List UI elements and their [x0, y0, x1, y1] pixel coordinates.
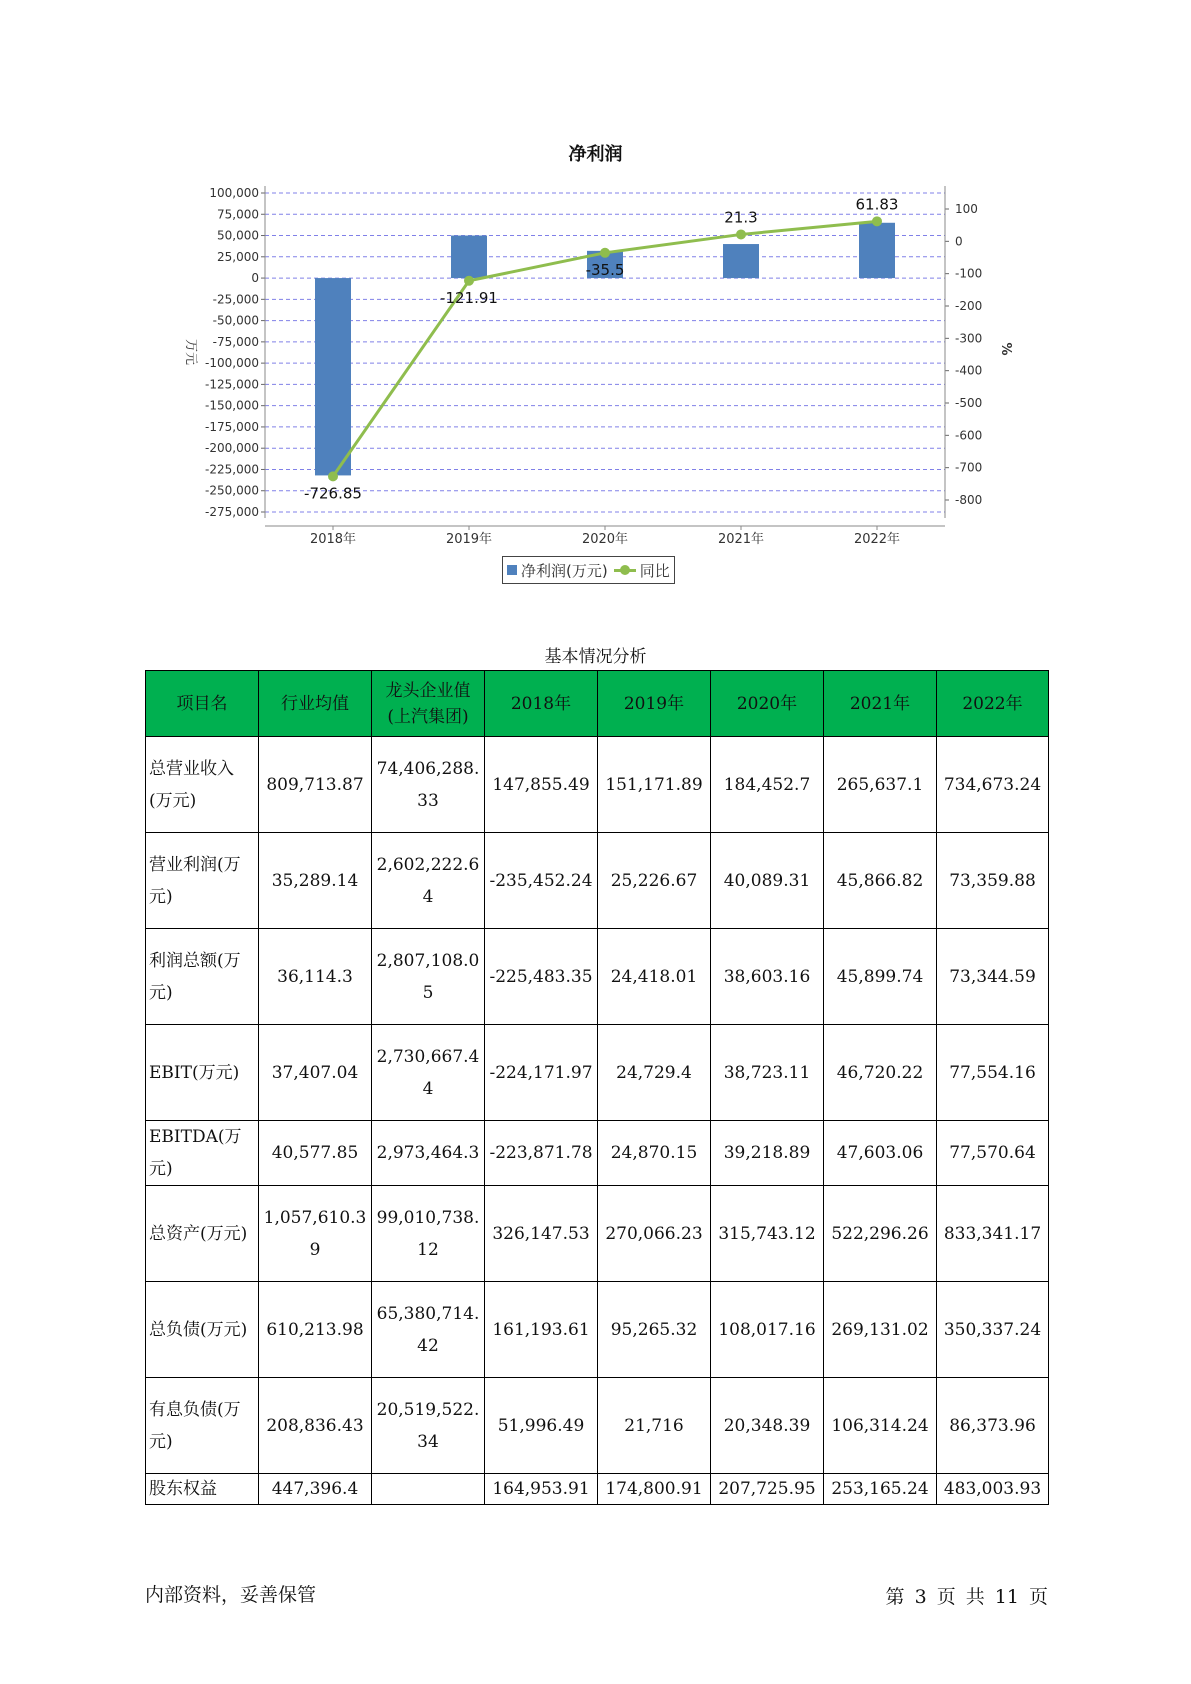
y2-tick-label: -300: [955, 331, 983, 346]
value-cell: 38,603.16: [711, 929, 824, 1025]
value-cell: 73,359.88: [937, 833, 1049, 929]
y2-tick-label: -500: [955, 396, 983, 410]
value-cell: 45,899.74: [824, 929, 937, 1025]
table-caption: 基本情况分析: [544, 647, 647, 667]
y2-tick-label: 0: [955, 234, 963, 249]
x-tick-label: 2021年: [717, 532, 765, 547]
bar-net-profit: [723, 244, 759, 278]
value-cell: 20,348.39: [711, 1378, 824, 1474]
value-cell: 65,380,714.42: [372, 1282, 485, 1378]
confidential-note: 内部资料，妥善保管: [145, 1584, 317, 1606]
y2-tick-label: -600: [955, 428, 983, 443]
y2-axis-title: %: [998, 342, 1013, 356]
y-tick-label: -150,000: [205, 398, 259, 413]
table-row: [146, 1474, 1049, 1505]
value-cell: 73,344.59: [937, 929, 1049, 1025]
y2-tick-label: -800: [955, 493, 983, 507]
value-cell: 253,165.24: [824, 1474, 937, 1505]
y-tick-label: -125,000: [205, 377, 259, 392]
value-cell: 108,017.16: [711, 1282, 824, 1378]
table-header-row: [146, 671, 1049, 737]
basic-analysis-table: [145, 670, 1049, 1505]
value-cell: 147,855.49: [485, 737, 598, 833]
value-cell: 2,807,108.05: [372, 929, 485, 1025]
data-label-yoy: -121.91: [440, 288, 498, 307]
y2-tick-label: -400: [955, 363, 983, 378]
value-cell: 208,836.43: [259, 1378, 372, 1474]
value-cell: 37,407.04: [259, 1025, 372, 1121]
y-tick-label: 100,000: [209, 186, 259, 200]
value-cell: 270,066.23: [598, 1186, 711, 1282]
table-row: [146, 929, 1049, 1025]
value-cell: 2,602,222.64: [372, 833, 485, 929]
chart-title: 净利润: [568, 144, 623, 165]
point-yoy: [464, 276, 474, 286]
y-axis-title: 万元: [183, 338, 198, 366]
value-cell: 40,577.85: [259, 1121, 372, 1186]
y-tick-label: -200,000: [205, 441, 259, 456]
value-cell: 77,570.64: [937, 1121, 1049, 1186]
legend-bar-label: 净利润(万元): [521, 561, 608, 580]
y2-tick-label: -200: [955, 299, 983, 313]
value-cell: 265,637.1: [824, 737, 937, 833]
value-cell: 35,289.14: [259, 833, 372, 929]
header-cell: 2019年: [598, 671, 711, 737]
point-yoy: [328, 471, 338, 481]
value-cell: 86,373.96: [937, 1378, 1049, 1474]
value-cell: 47,603.06: [824, 1121, 937, 1186]
value-cell: 38,723.11: [711, 1025, 824, 1121]
header-cell: 2020年: [711, 671, 824, 737]
bar-net-profit: [451, 236, 487, 279]
row-name-cell: 总负债(万元): [146, 1282, 259, 1378]
legend-item-bar: [507, 560, 608, 581]
value-cell: 20,519,522.34: [372, 1378, 485, 1474]
value-cell: 24,729.4: [598, 1025, 711, 1121]
value-cell: 447,396.4: [259, 1474, 372, 1505]
page-number: 第 3 页 共 11 页: [885, 1586, 1048, 1608]
value-cell: 25,226.67: [598, 833, 711, 929]
value-cell: 833,341.17: [937, 1186, 1049, 1282]
y-tick-label: 50,000: [217, 228, 259, 243]
value-cell: -225,483.35: [485, 929, 598, 1025]
header-cell: 龙头企业值(上汽集团): [372, 671, 485, 737]
header-cell: 2022年: [937, 671, 1049, 737]
y-tick-label: -75,000: [212, 334, 259, 349]
table-row: [146, 1121, 1049, 1186]
value-cell: 39,218.89: [711, 1121, 824, 1186]
value-cell: 106,314.24: [824, 1378, 937, 1474]
value-cell: 1,057,610.39: [259, 1186, 372, 1282]
table-row: [146, 1186, 1049, 1282]
value-cell: -235,452.24: [485, 833, 598, 929]
value-cell: 207,725.95: [711, 1474, 824, 1505]
y2-tick-label: -100: [955, 266, 983, 281]
value-cell: 161,193.61: [485, 1282, 598, 1378]
point-yoy: [600, 248, 610, 258]
row-name-cell: EBITDA(万元): [146, 1121, 259, 1186]
data-label-yoy: 61.83: [855, 195, 899, 214]
value-cell: 734,673.24: [937, 737, 1049, 833]
table-row: [146, 1378, 1049, 1474]
value-cell: 350,337.24: [937, 1282, 1049, 1378]
row-name-cell: 总资产(万元): [146, 1186, 259, 1282]
row-name-cell: EBIT(万元): [146, 1025, 259, 1121]
value-cell: 24,870.15: [598, 1121, 711, 1186]
value-cell: 95,265.32: [598, 1282, 711, 1378]
value-cell: 36,114.3: [259, 929, 372, 1025]
bar-net-profit: [859, 223, 895, 278]
y-tick-label: 75,000: [217, 207, 259, 222]
y-tick-label: -25,000: [212, 292, 259, 307]
value-cell: 77,554.16: [937, 1025, 1049, 1121]
value-cell: 21,716: [598, 1378, 711, 1474]
x-tick-label: 2020年: [581, 532, 629, 547]
x-tick-label: 2018年: [309, 532, 357, 547]
y-tick-label: -250,000: [205, 483, 259, 498]
value-cell: 610,213.98: [259, 1282, 372, 1378]
y-tick-label: -225,000: [205, 462, 259, 477]
point-yoy: [872, 216, 882, 226]
header-cell: 项目名: [146, 671, 259, 737]
row-name-cell: 有息负债(万元): [146, 1378, 259, 1474]
value-cell: 315,743.12: [711, 1186, 824, 1282]
data-label-yoy: -726.85: [304, 484, 362, 503]
value-cell: 46,720.22: [824, 1025, 937, 1121]
table-row: [146, 737, 1049, 833]
y-tick-label: -275,000: [205, 505, 259, 519]
bar-net-profit: [315, 278, 351, 475]
row-name-cell: 总营业收入(万元): [146, 737, 259, 833]
row-name-cell: 股东权益: [146, 1474, 259, 1505]
data-label-yoy: 21.3: [724, 208, 758, 227]
value-cell: 74,406,288.33: [372, 737, 485, 833]
row-name-cell: 利润总额(万元): [146, 929, 259, 1025]
value-cell: 184,452.7: [711, 737, 824, 833]
y2-tick-label: -700: [955, 460, 983, 475]
data-label-yoy: -35.5: [585, 260, 625, 279]
chart-legend: [502, 556, 675, 584]
header-cell: 2018年: [485, 671, 598, 737]
value-cell: -223,871.78: [485, 1121, 598, 1186]
value-cell: 99,010,738.12: [372, 1186, 485, 1282]
table-row: [146, 1282, 1049, 1378]
value-cell: 522,296.26: [824, 1186, 937, 1282]
y-tick-label: -50,000: [212, 313, 259, 328]
value-cell: 174,800.91: [598, 1474, 711, 1505]
row-name-cell: 营业利润(万元): [146, 833, 259, 929]
value-cell: 51,996.49: [485, 1378, 598, 1474]
x-tick-label: 2022年: [853, 532, 901, 547]
y-tick-label: -100,000: [205, 356, 259, 371]
table-row: [146, 1025, 1049, 1121]
value-cell: 483,003.93: [937, 1474, 1049, 1505]
legend-line-label: 同比: [639, 561, 670, 580]
value-cell: 151,171.89: [598, 737, 711, 833]
y2-tick-label: 100: [955, 202, 978, 216]
value-cell: -224,171.97: [485, 1025, 598, 1121]
net-profit-chart: [0, 0, 1191, 560]
y-tick-label: -175,000: [205, 419, 259, 434]
legend-bar-swatch: [507, 565, 517, 575]
header-cell: 行业均值: [259, 671, 372, 737]
value-cell: 40,089.31: [711, 833, 824, 929]
value-cell: 45,866.82: [824, 833, 937, 929]
value-cell: 269,131.02: [824, 1282, 937, 1378]
header-cell: 2021年: [824, 671, 937, 737]
value-cell: 2,973,464.3: [372, 1121, 485, 1186]
value-cell: 809,713.87: [259, 737, 372, 833]
legend-item-line: [614, 560, 670, 581]
x-tick-label: 2019年: [445, 532, 493, 547]
value-cell: 24,418.01: [598, 929, 711, 1025]
value-cell: 326,147.53: [485, 1186, 598, 1282]
value-cell: [372, 1474, 485, 1505]
value-cell: 164,953.91: [485, 1474, 598, 1505]
y-tick-label: 25,000: [217, 249, 259, 264]
table-row: [146, 833, 1049, 929]
y-tick-label: 0: [251, 271, 259, 286]
legend-line-swatch: [614, 565, 636, 575]
point-yoy: [736, 229, 746, 239]
value-cell: 2,730,667.44: [372, 1025, 485, 1121]
